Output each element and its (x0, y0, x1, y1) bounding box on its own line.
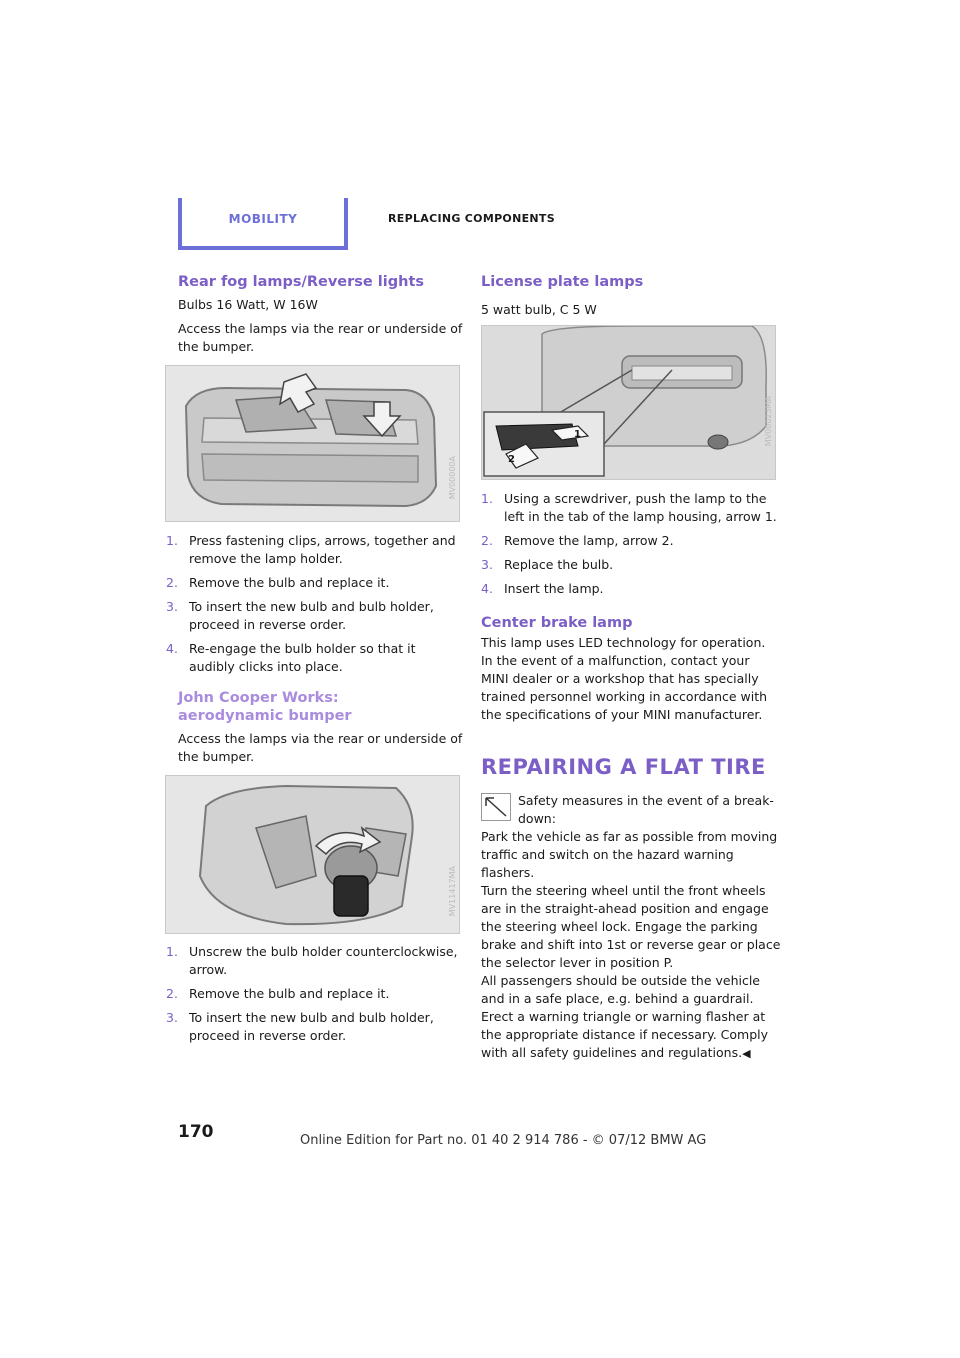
center-brake-heading: Center brake lamp (481, 615, 633, 631)
end-mark-icon: ◀ (742, 1047, 751, 1060)
jcw-lamp-figure (165, 775, 460, 934)
list-item: 2. Remove the lamp, arrow 2. (481, 533, 674, 548)
license-plate-steps (481, 490, 781, 604)
list-item: 3. To insert the new bulb and bulb holder, proceed in reverse order. (166, 599, 434, 632)
list-item: 2. Remove the bulb and replace it. (166, 986, 390, 1001)
flat-tire-p2: Turn the steering wheel until the front wheels are in the straight-ahead position and engage the steering wheel lock. Engage the parking brake and shift into 1st or reverse gear or place the selector lever in position P. (481, 883, 781, 970)
list-item: 3. To insert the new bulb and bulb holder, proceed in reverse order. (166, 1010, 434, 1043)
list-item: 1. Unscrew the bulb holder counterclockwise, arrow. (166, 944, 458, 977)
flat-tire-p4: Erect a warning triangle or warning flasher at the appropriate distance if necessary. Comply with all safety guidelines and regulations.◀ (481, 1009, 769, 1060)
list-item: 1. Press fastening clips, arrows, together and remove the lamp holder. (166, 533, 456, 566)
jcw-lamp-illustration (166, 776, 459, 933)
edition-footer: Online Edition for Part no. 01 40 2 914 786 - © 07/12 BMW AG (300, 1133, 707, 1148)
list-item: 4. Re-engage the bulb holder so that it audibly clicks into place. (166, 641, 416, 674)
section-title: REPLACING COMPONENTS (388, 212, 555, 225)
figure-code: MV00023MA (764, 396, 773, 447)
center-brake-text: This lamp uses LED technology for operation. In the event of a malfunction, contact your MINI dealer or a workshop that has specially trained personnel working in accordance with the specifications of your MINI manufacturer. (481, 635, 768, 722)
rear-fog-lamp-figure (165, 365, 460, 522)
rear-fog-steps (166, 532, 461, 682)
list-item: 1. Using a screwdriver, push the lamp to the left in the tab of the lamp housing, arrow 1. (481, 491, 777, 524)
caution-icon (481, 793, 511, 821)
license-plate-bulb: 5 watt bulb, C 5 W (481, 302, 597, 317)
figure-label-2: 2 (508, 454, 515, 465)
figure-code: MV00000A (448, 456, 457, 500)
license-plate-illustration (482, 326, 775, 479)
caution-lead: Safety measures in the event of a break-down: (518, 793, 774, 826)
figure-code: MV11417MA (448, 866, 457, 917)
list-item: 3. Replace the bulb. (481, 557, 614, 572)
license-plate-heading: License plate lamps (481, 274, 644, 290)
flat-tire-p3: All passengers should be outside the vehicle and in a safe place, e.g. behind a guardrail. (481, 973, 760, 1006)
flat-tire-heading: REPAIRING A FLAT TIRE (481, 755, 766, 779)
list-item: 4. Insert the lamp. (481, 581, 604, 596)
jcw-steps (166, 943, 461, 1051)
rear-fog-bulbs: Bulbs 16 Watt, W 16W (178, 297, 318, 312)
flat-tire-p1: Park the vehicle as far as possible from moving traffic and switch on the hazard warning flashers. (481, 829, 778, 880)
rear-fog-access: Access the lamps via the rear or underside of the bumper. (178, 321, 463, 354)
jcw-access: Access the lamps via the rear or underside of the bumper. (178, 731, 463, 764)
rear-fog-heading: Rear fog lamps/Reverse lights (178, 274, 425, 290)
chapter-tab-label: MOBILITY (228, 212, 298, 226)
figure-label-1: 1 (574, 429, 581, 440)
jcw-heading: John Cooper Works: aerodynamic bumper (178, 690, 352, 724)
list-item: 2. Remove the bulb and replace it. (166, 575, 390, 590)
rear-fog-lamp-illustration (166, 366, 459, 521)
page-number: 170 (178, 1122, 214, 1142)
license-plate-figure (481, 325, 776, 480)
